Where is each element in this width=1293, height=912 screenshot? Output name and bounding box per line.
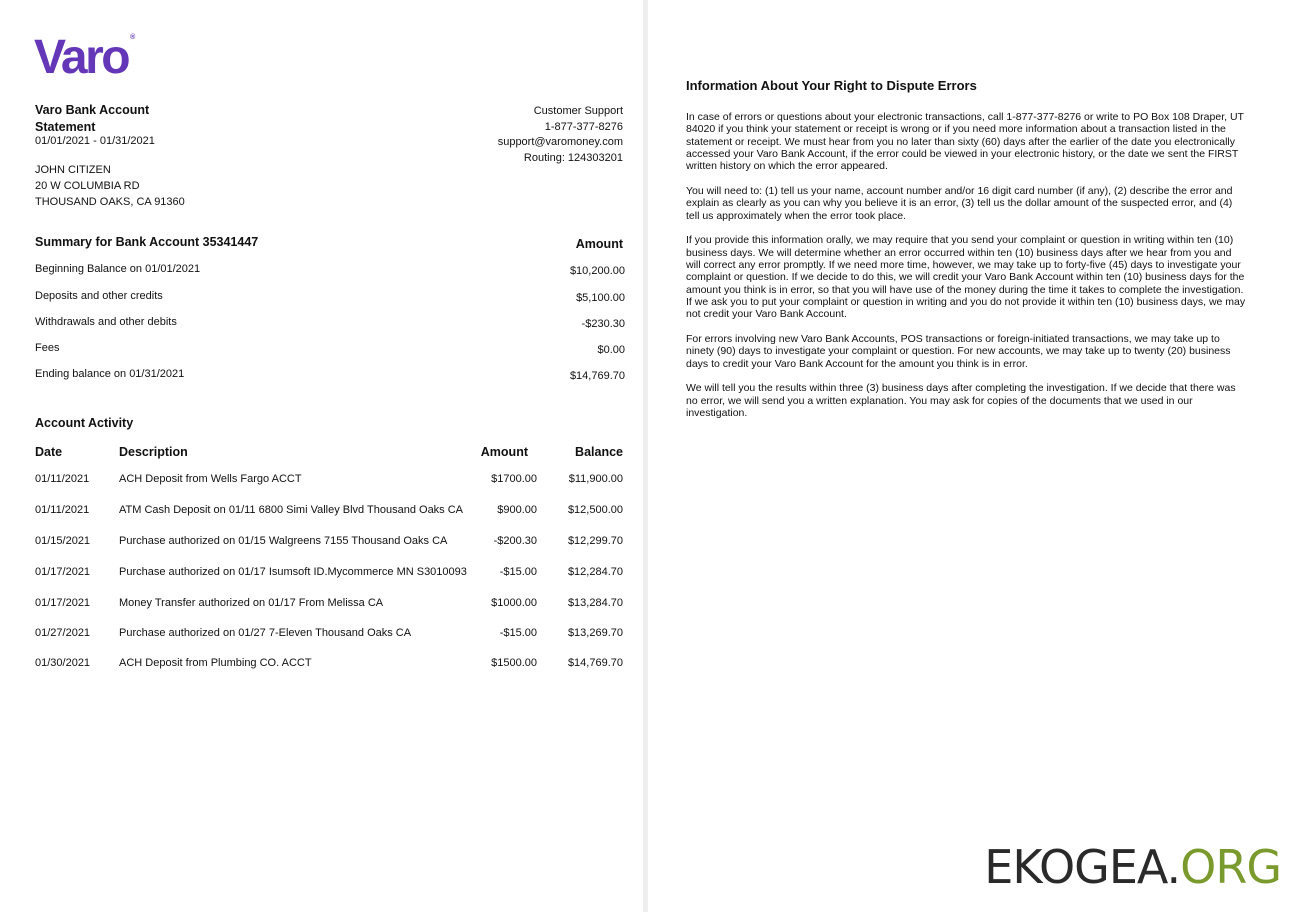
- statement-title-line1: Varo Bank Account: [35, 103, 150, 117]
- summary-row-label: Beginning Balance on 01/01/2021: [35, 263, 201, 275]
- watermark-part2: ORG: [1180, 840, 1281, 894]
- summary-row-value: -$230.30: [581, 318, 625, 330]
- dispute-paragraph: If you provide this information orally, we may require that you send your complaint or question in writing within ten (10) business days. We will determine whether an error occurred within ten (10) business days after we hear from you and will correct any error promptly. If we need more time, however, we may take up to forty-five (45) days to investigate your complaint or question. If we decide to do this, we will credit your Varo Bank Account within ten (10) business days for the amount you think is in error, so that you will have use of the money during the time it takes to complete the investigation. If we ask you to put your complaint or question in writing and you do not provide it within ten (10) business days, we may not credit your Varo Bank Account.: [686, 234, 1246, 321]
- activity-balance: $12,500.00: [567, 504, 623, 516]
- summary-row: [35, 290, 625, 308]
- activity-date: 01/17/2021: [35, 597, 91, 609]
- activity-date: 01/11/2021: [35, 504, 90, 516]
- activity-description: Purchase authorized on 01/15 Walgreens 7155 Thousand Oaks CA: [119, 535, 448, 547]
- activity-amount: $1500.00: [491, 657, 537, 669]
- statement-period: 01/01/2021 - 01/31/2021: [35, 135, 155, 147]
- dispute-errors-body: [686, 111, 1248, 432]
- summary-row: [35, 316, 625, 334]
- activity-description: Purchase authorized on 01/17 Isumsoft ID.Mycommerce MN S3010093: [119, 566, 467, 578]
- activity-description: ATM Cash Deposit on 01/11 6800 Simi Valley Blvd Thousand Oaks CA: [119, 504, 464, 516]
- routing-number: Routing: 124303201: [523, 151, 623, 164]
- activity-amount: -$15.00: [499, 566, 537, 578]
- activity-amount: $900.00: [497, 504, 537, 516]
- activity-description: Purchase authorized on 01/27 7-Eleven Thousand Oaks CA: [119, 627, 412, 639]
- statement-title-line2: Statement: [35, 120, 96, 134]
- column-header-balance: Balance: [575, 445, 623, 459]
- summary-row-value: $10,200.00: [569, 265, 625, 277]
- column-header-amount: Amount: [480, 445, 528, 459]
- statement-page-right: [648, 0, 1293, 912]
- dispute-paragraph: You will need to: (1) tell us your name, account number and/or 16 digit card number (if any), (2) describe the error and explain as clearly as you can why you believe it is an error, (3) tell us the dollar amount of the suspected error, and (4) tell us approximately when the error took place.: [686, 184, 1233, 222]
- activity-balance: $13,284.70: [567, 597, 623, 609]
- activity-balance: $12,299.70: [567, 535, 623, 547]
- activity-description: ACH Deposit from Plumbing CO. ACCT: [119, 657, 312, 669]
- logo-text: Varo: [34, 31, 129, 84]
- logo-registered-mark: ®: [130, 34, 136, 41]
- summary-row-value: $14,769.70: [569, 370, 625, 382]
- summary-row: [35, 263, 625, 281]
- customer-address-line1: 20 W COLUMBIA RD: [35, 180, 140, 192]
- activity-date: 01/15/2021: [35, 535, 91, 547]
- customer-name: JOHN CITIZEN: [35, 164, 111, 176]
- activity-row: [0, 504, 643, 524]
- activity-row: [0, 473, 643, 493]
- summary-row-value: $5,100.00: [576, 292, 625, 304]
- activity-description: ACH Deposit from Wells Fargo ACCT: [119, 473, 302, 485]
- customer-address: [35, 162, 185, 210]
- activity-date: 01/11/2021: [35, 473, 90, 485]
- watermark-part1: EKOGEA.: [984, 840, 1181, 894]
- activity-row: [0, 657, 643, 677]
- summary-row: [35, 368, 625, 386]
- activity-date: 01/30/2021: [35, 657, 91, 669]
- column-header-description: Description: [119, 445, 188, 459]
- summary-row-value: $0.00: [597, 344, 625, 356]
- varo-logo: [34, 31, 136, 84]
- activity-row: [0, 597, 643, 617]
- customer-support-block: [423, 104, 623, 166]
- activity-row: [0, 566, 643, 586]
- support-email: support@varomoney.com: [497, 136, 623, 148]
- summary-amount-header: Amount: [575, 237, 623, 251]
- statement-page-left: [0, 0, 643, 912]
- dispute-errors-title: Information About Your Right to Dispute Errors: [686, 78, 977, 93]
- activity-description: Money Transfer authorized on 01/17 From Melissa CA: [119, 597, 384, 609]
- activity-amount: $1000.00: [491, 597, 537, 609]
- dispute-paragraph: For errors involving new Varo Bank Accounts, POS transactions or foreign-initiated transactions, we may take up to ninety (90) days to investigate your complaint or question. For new accounts, we may take up to twenty (20) business days to credit your Varo Bank Account for the amount you think is in error.: [686, 332, 1231, 370]
- account-activity-title: Account Activity: [35, 416, 134, 430]
- support-label: Customer Support: [533, 105, 623, 117]
- summary-row-label: Fees: [35, 342, 60, 354]
- activity-balance: $11,900.00: [568, 473, 623, 485]
- activity-balance: $14,769.70: [567, 657, 623, 669]
- activity-balance: $12,284.70: [567, 566, 623, 578]
- activity-row: [0, 627, 643, 647]
- watermark: [984, 840, 1281, 894]
- column-header-date: Date: [35, 445, 63, 459]
- summary-title: Summary for Bank Account 35341447: [35, 235, 259, 249]
- activity-balance: $13,269.70: [567, 627, 623, 639]
- activity-amount: $1700.00: [491, 473, 537, 485]
- summary-row: [35, 342, 625, 360]
- activity-row: [0, 535, 643, 555]
- statement-title: [35, 102, 235, 136]
- summary-row-label: Withdrawals and other debits: [35, 316, 177, 328]
- summary-row-label: Deposits and other credits: [35, 290, 163, 302]
- dispute-paragraph: We will tell you the results within three (3) business days after completing the investigation. If we decide that there was no error, we will send you a written explanation. You may ask for copies of the documents that we used in our investigation.: [686, 382, 1236, 419]
- activity-amount: -$15.00: [499, 627, 537, 639]
- activity-date: 01/17/2021: [35, 566, 91, 578]
- dispute-paragraph: In case of errors or questions about your electronic transactions, call 1-877-377-8276 or write to PO Box 108 Draper, UT 84020 if you think your statement or receipt is wrong or if you need more information about a transaction listed in the statement or receipt. We must hear from you no later than sixty (60) days after the earlier of the date you electronically accessed your Varo Bank Account, if the error could be viewed in your electronic history, or the date we sent the FIRST written history on which the error appeared.: [686, 111, 1244, 173]
- support-phone: 1-877-377-8276: [544, 120, 623, 133]
- activity-amount: -$200.30: [493, 535, 537, 547]
- activity-date: 01/27/2021: [35, 627, 91, 639]
- summary-row-label: Ending balance on 01/31/2021: [35, 368, 185, 380]
- customer-address-line2: THOUSAND OAKS, CA 91360: [35, 196, 185, 208]
